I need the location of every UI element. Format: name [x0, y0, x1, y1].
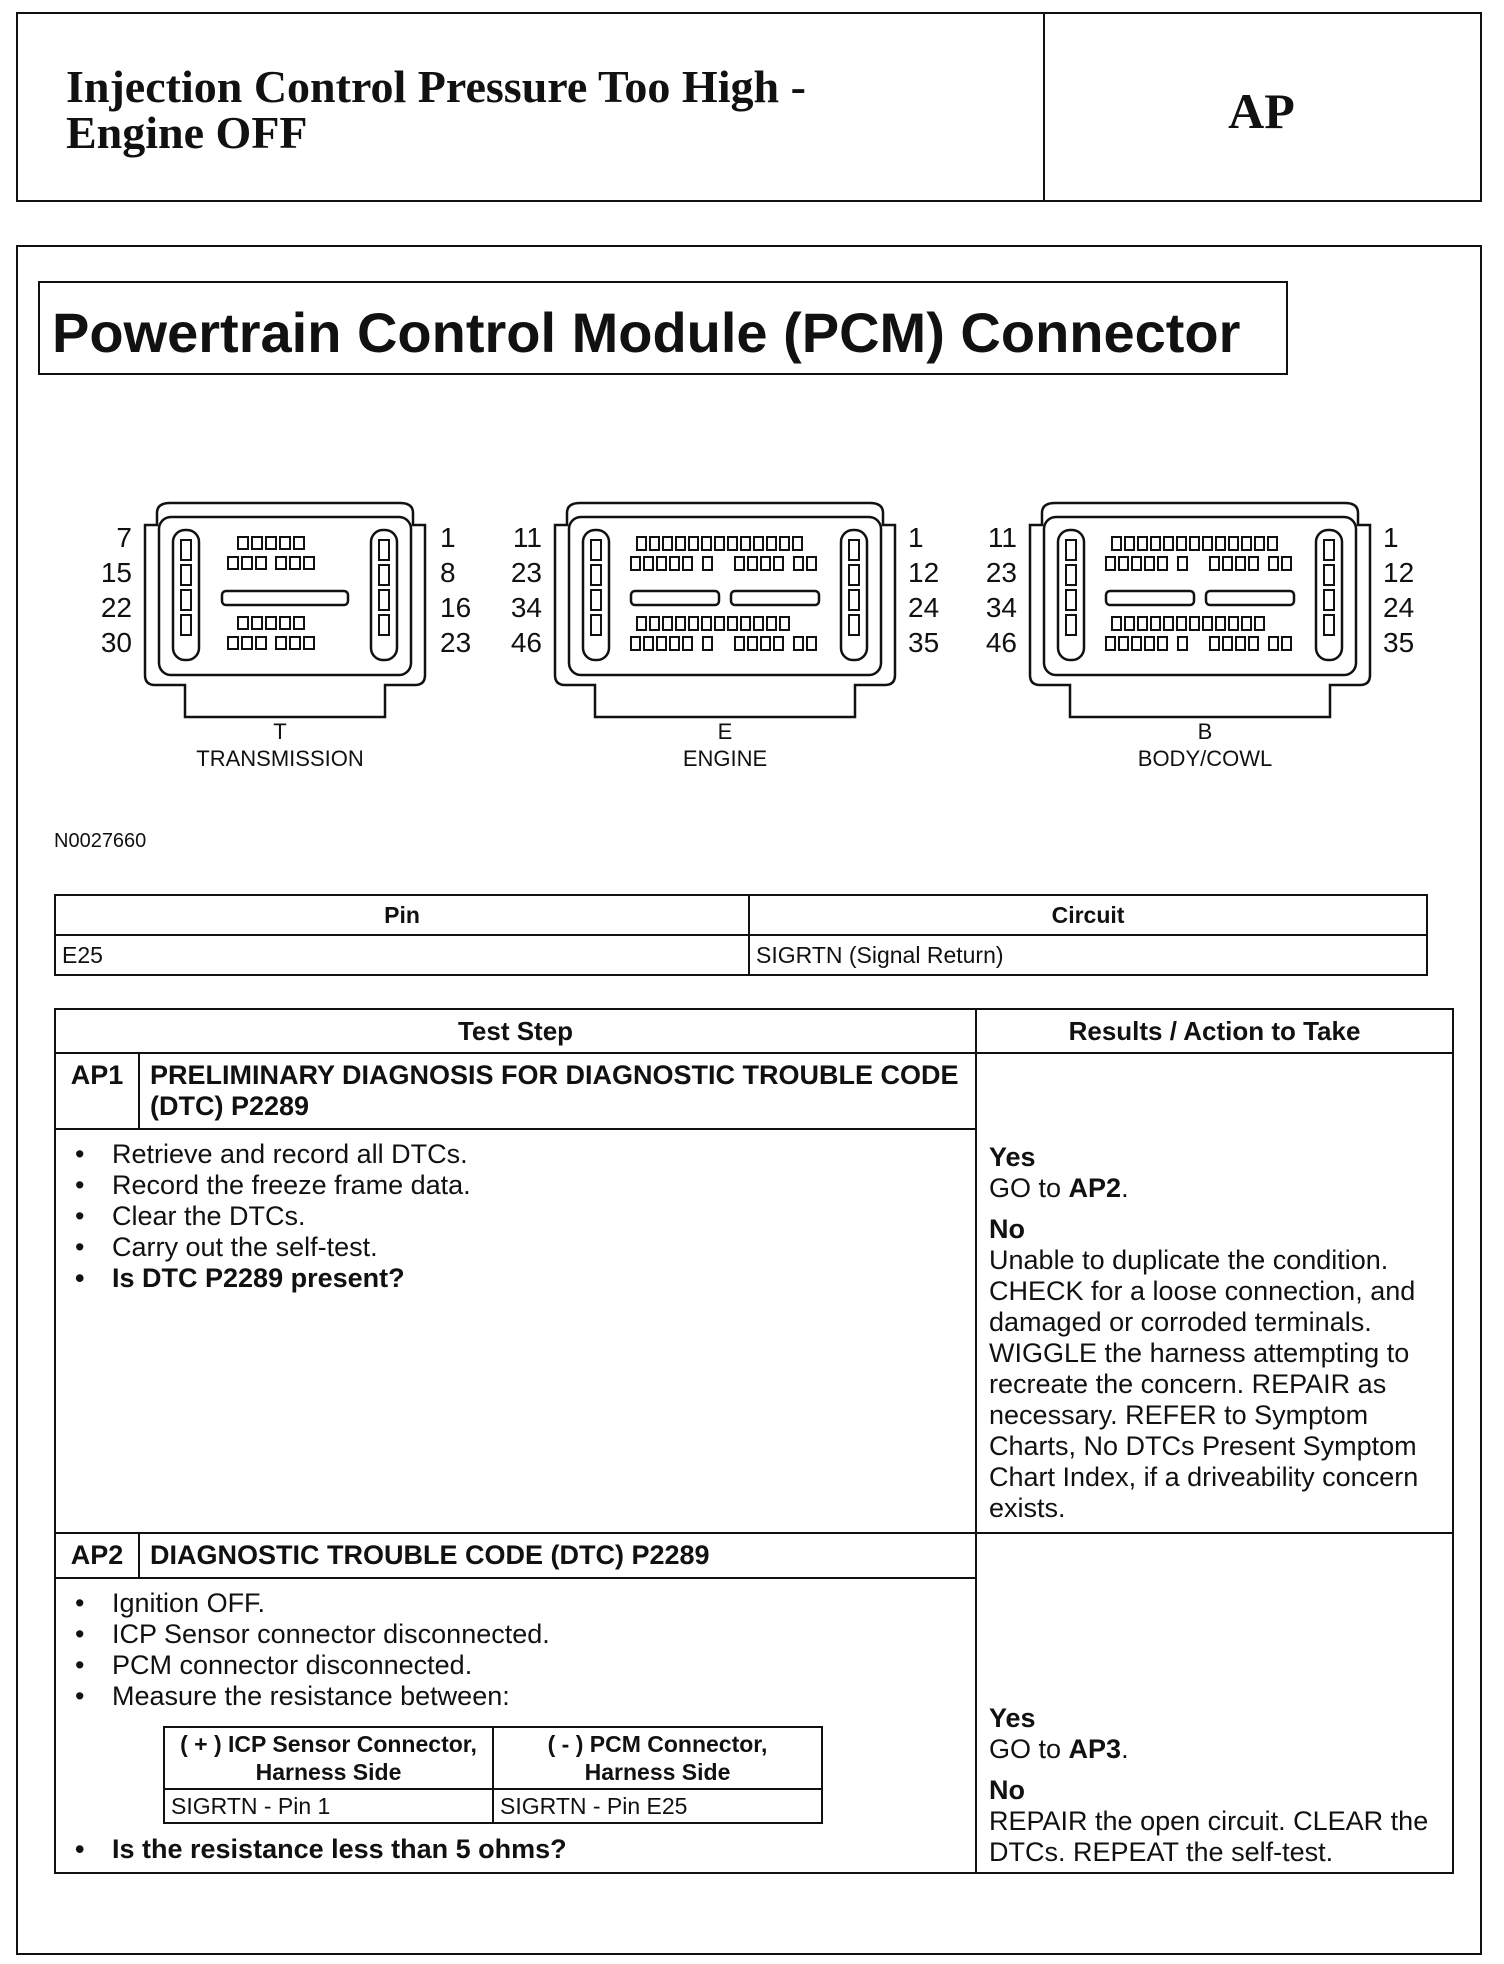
circuit-header: Circuit [749, 895, 1427, 935]
step-ap1-title-row [55, 1053, 1453, 1129]
measure-plus-header: ( + ) ICP Sensor Connector, Harness Side [164, 1727, 493, 1789]
table-row [164, 1789, 822, 1823]
list-item: • PCM connector disconnected. [57, 1650, 974, 1681]
list-item: • Record the freeze frame data. [57, 1170, 974, 1201]
list-item: • Carry out the self-test. [57, 1232, 974, 1263]
yes-action-target[interactable]: AP3 [1068, 1734, 1122, 1764]
step-ap1-bullets [57, 1131, 974, 1304]
figure-id: N0027660 [54, 830, 147, 852]
circuit-cell: SIGRTN (Signal Return) [749, 935, 1427, 975]
yes-action-prefix: GO to [989, 1734, 1069, 1764]
header-box [16, 12, 1482, 202]
list-item: • Retrieve and record all DTCs. [57, 1139, 974, 1170]
connector-t-label: T TRANSMISSION [196, 719, 364, 771]
yes-action-target[interactable]: AP2 [1068, 1173, 1122, 1203]
step-title: PRELIMINARY DIAGNOSIS FOR DIAGNOSTIC TROUBLE CODE (DTC) P2289 [139, 1053, 976, 1129]
step-ap2-question-list [57, 1834, 974, 1871]
no-action: REPAIR the open circuit. CLEAR the DTCs. REPEAT the self-test. [989, 1806, 1429, 1867]
connector-t-right-pins: 1 8 16 23 [440, 522, 472, 658]
page-title: Injection Control Pressure Too High - Engine OFF [66, 61, 806, 158]
step-ap2-bullets [57, 1580, 974, 1712]
measure-plus-cell: SIGRTN - Pin 1 [164, 1789, 493, 1823]
step-id: AP2 [55, 1533, 139, 1578]
measure-table [163, 1726, 823, 1824]
connector-b-diagram [1020, 495, 1380, 720]
connector-e-right-pins: 1 12 24 35 [908, 522, 940, 658]
section-code: AP [1228, 83, 1295, 139]
list-item: • Ignition OFF. [57, 1588, 974, 1619]
measure-minus-cell: SIGRTN - Pin E25 [493, 1789, 822, 1823]
pin-header: Pin [55, 895, 749, 935]
connector-t-diagram [135, 495, 435, 720]
yes-label: Yes [989, 1703, 1036, 1733]
connector-e-diagram [545, 495, 905, 720]
list-item: • Measure the resistance between: [57, 1681, 974, 1712]
test-step-table [54, 1008, 1454, 1874]
pcm-section-title-box [38, 281, 1288, 375]
no-label: No [989, 1214, 1026, 1244]
pin-circuit-table [54, 894, 1428, 976]
step-title: DIAGNOSTIC TROUBLE CODE (DTC) P2289 [139, 1533, 976, 1578]
connector-e-left-pins: 11 23 34 46 [510, 522, 542, 658]
pcm-section-title: Powertrain Control Module (PCM) Connector [52, 301, 1241, 364]
test-step-header: Test Step [55, 1009, 976, 1053]
pin-cell: E25 [55, 935, 749, 975]
table-row [55, 935, 1427, 975]
yes-action-prefix: GO to [989, 1173, 1069, 1203]
list-item: • Clear the DTCs. [57, 1201, 974, 1232]
no-action: Unable to duplicate the condition. CHECK for a loose connection, and damaged or corroded terminals. WIGGLE the harness attempting to recreate the concern. REPAIR as necessary. REFER to Symptom Charts, No DTCs Present Symptom Chart Index, if a driveability concern exists. [989, 1245, 1419, 1523]
measure-minus-header: ( - ) PCM Connector, Harness Side [493, 1727, 822, 1789]
connector-b-left-pins: 11 23 34 46 [985, 522, 1017, 658]
step-question: • Is the resistance less than 5 ohms? [57, 1834, 974, 1865]
step-id: AP1 [55, 1053, 139, 1129]
connector-e-label: E ENGINE [682, 719, 768, 771]
step-ap1-results: Yes GO to AP2. No Unable to duplicate the condition. CHECK for a loose connection, and damaged or corroded terminals. WIGGLE the harness attempting to recreate the concern. REPAIR as necessary. REFER to Symptom Charts, No DTCs Present Symptom Chart Index, if a driveability concern exists. [976, 1053, 1453, 1533]
step-ap2-title-row [55, 1533, 1453, 1578]
results-header: Results / Action to Take [976, 1009, 1453, 1053]
list-item: • ICP Sensor connector disconnected. [57, 1619, 974, 1650]
step-question: • Is DTC P2289 present? [57, 1263, 974, 1294]
connector-b-right-pins: 1 12 24 35 [1383, 522, 1415, 658]
connector-t-left-pins: 7 15 22 30 [100, 522, 132, 658]
yes-label: Yes [989, 1142, 1036, 1172]
connector-b-label: B BODY/COWL [1137, 719, 1273, 771]
no-label: No [989, 1775, 1026, 1805]
step-ap2-results: Yes GO to AP3. No REPAIR the open circuit. CLEAR the DTCs. REPEAT the self-test. [976, 1533, 1453, 1873]
